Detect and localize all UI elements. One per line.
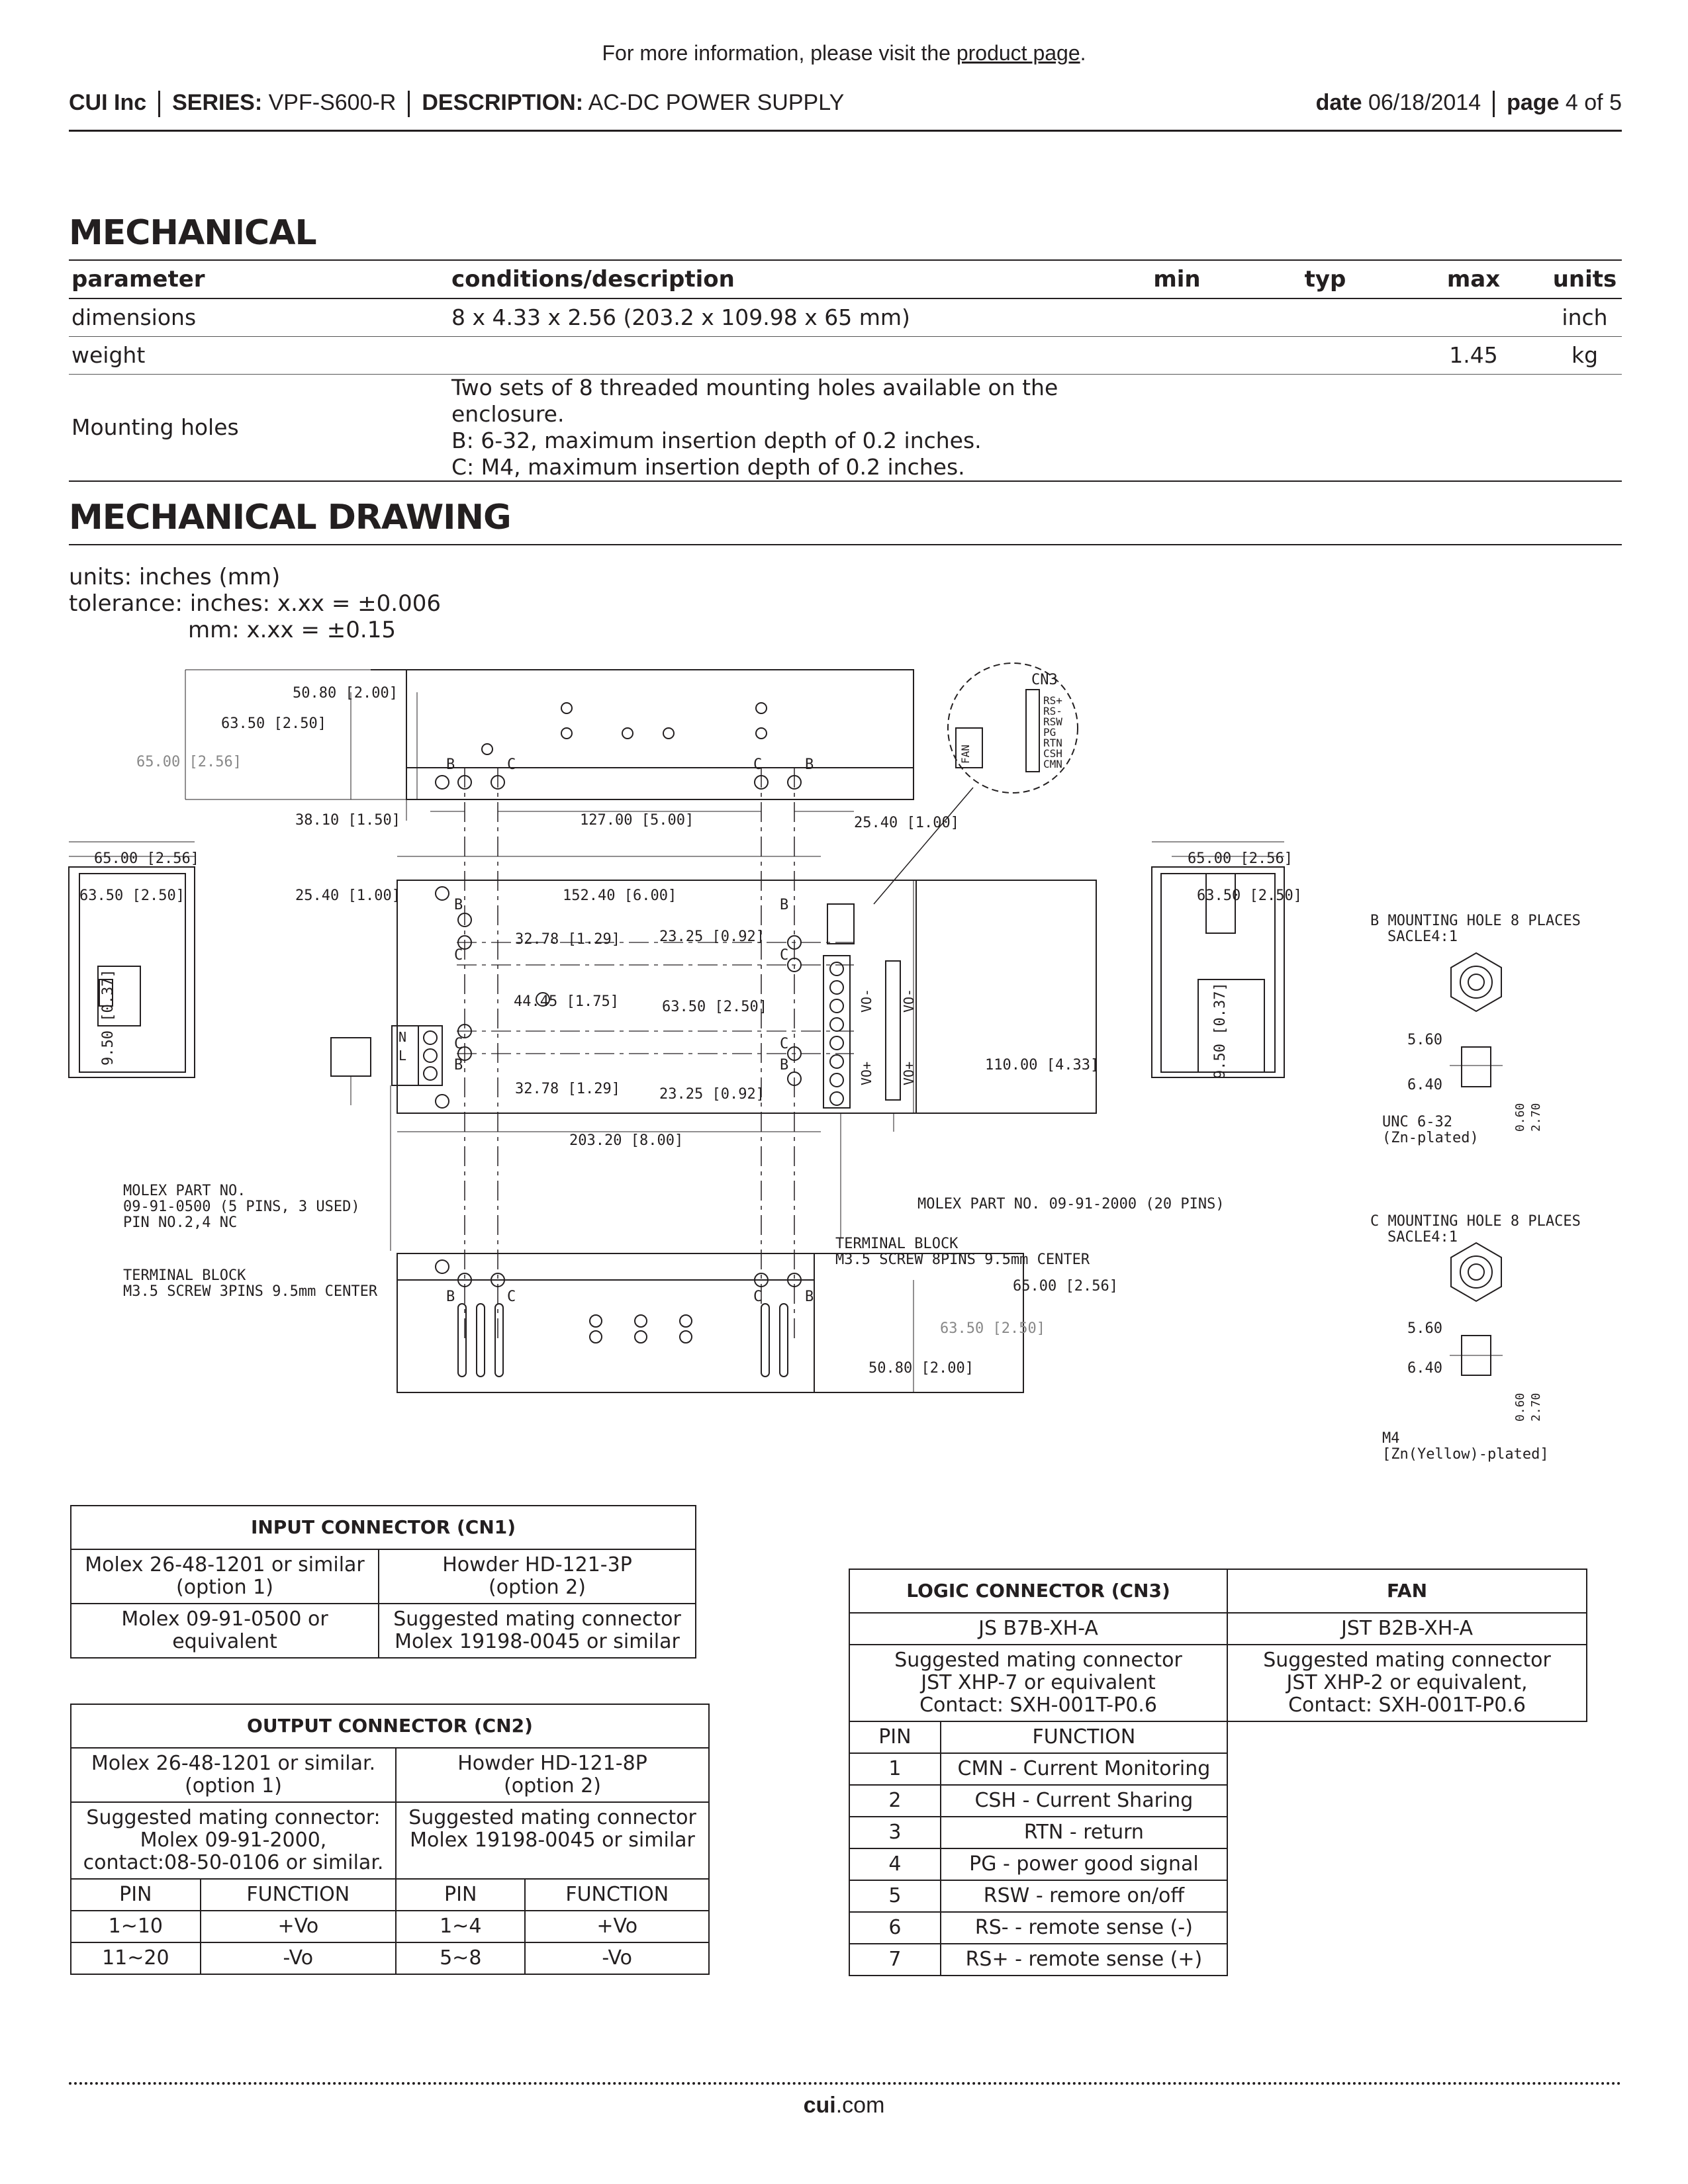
c-hole-title: C MOUNTING HOLE 8 PLACES [1370,1213,1581,1230]
hole-b-label: B [780,1057,789,1073]
empty-cell [1227,1848,1587,1880]
cell-parameter: dimensions [69,298,449,337]
page-value: 4 of 5 [1565,90,1622,115]
empty-cell [1227,1753,1587,1785]
cell-typ [1251,298,1399,337]
dim-label: 110.00 [4.33] [985,1057,1100,1073]
table-cell: JS B7B-XH-A [849,1613,1227,1645]
table-cell: +Vo [201,1911,396,1942]
table-cell: 1 [849,1753,941,1785]
description-value: AC-DC POWER SUPPLY [588,90,845,115]
hole-c-label: C [454,1036,463,1052]
cell-line: Contact: SXH-001T-P0.6 [919,1694,1157,1717]
header-left [69,90,844,117]
dim-label: 9.50 [0.37] [100,969,117,1066]
table-cell: RSW - remore on/off [941,1880,1227,1912]
cell-typ [1251,375,1399,482]
b-dim: 6.40 [1407,1077,1442,1093]
table-cell: JST B2B-XH-A [1227,1613,1587,1645]
terminal-right-note: TERMINAL BLOCK [835,1236,959,1252]
mechanical-drawing [60,655,1635,1476]
mounting-line: B: 6-32, maximum insertion depth of 0.2 inches. [451,428,982,453]
table-cell [1227,1645,1587,1721]
cell-line: equivalent [172,1630,277,1653]
dim-label: 63.50 [2.50] [79,887,185,904]
logic-connector-table [849,1569,1587,1976]
table-row [849,1613,1587,1645]
description-label: DESCRIPTION: [422,90,584,115]
table-cell [396,1802,709,1879]
table-row [849,1645,1587,1721]
table-cell: 2 [849,1785,941,1817]
table-cell: RTN - return [941,1817,1227,1848]
dim-label: 9.50 [0.37] [1212,982,1229,1079]
cell-line: JST XHP-7 or equivalent [921,1671,1156,1694]
table-cell: 1~4 [396,1911,525,1942]
drawing-notes [69,564,441,643]
b-hole-scale: SACLE4:1 [1387,929,1458,945]
company-name: CUI Inc [69,90,147,115]
table-row [849,1944,1587,1976]
cn3-pin-label: PG [1043,726,1056,739]
table-row [69,375,1622,482]
table-row [849,1912,1587,1944]
table-row [849,1817,1587,1848]
table-cell: -Vo [525,1942,709,1974]
output-connector-table [70,1704,710,1975]
cell-line: Molex 26-48-1201 or similar [85,1553,365,1576]
b-thread: (Zn-plated) [1382,1130,1479,1146]
table-row [71,1802,709,1879]
c-thread: M4 [1382,1430,1400,1447]
cell-line: contact:08-50-0106 or similar. [83,1851,384,1874]
dim-label: 50.80 [2.00] [293,685,398,702]
hole-b-label: B [780,897,789,913]
top-view-outline [406,670,914,799]
table-row [69,337,1622,375]
cell-line: Molex 19198-0045 or similar [410,1829,695,1852]
units-note: units: inches (mm) [69,564,281,590]
top-note-suffix: . [1080,41,1086,65]
dim-label: 203.20 [8.00] [569,1132,684,1149]
table-cell: 7 [849,1944,941,1976]
terminal-right-note: M3.5 SCREW 8PINS 9.5mm CENTER [835,1251,1090,1268]
dim-label: 127.00 [5.00] [580,812,694,829]
dim-label: 63.50 [2.50] [221,715,326,732]
series-label: SERIES: [172,90,263,115]
table-row [69,298,1622,337]
dim-label: 25.40 [1.00] [854,815,959,831]
table-cell: CSH - Current Sharing [941,1785,1227,1817]
terminal-left-note: TERMINAL BLOCK [123,1267,246,1284]
function-header: FUNCTION [941,1721,1227,1753]
c-dim: 6.40 [1407,1360,1442,1377]
tolerance-note: tolerance: inches: x.xx = ±0.006 [69,590,441,617]
b-dim: 5.60 [1407,1032,1442,1048]
cell-max [1399,375,1548,482]
dim-label: 38.10 [1.50] [295,812,400,829]
drawing-title: MECHANICAL DRAWING [69,498,511,537]
input-connector-table [70,1505,696,1659]
table-row [71,1911,709,1942]
cell-line: Howder HD-121-8P [457,1752,647,1775]
c-hole-scale: SACLE4:1 [1387,1229,1458,1246]
dim-label: 63.50 [2.50] [940,1320,1045,1337]
cell-line: Suggested mating connector [408,1806,696,1829]
empty-cell [1227,1944,1587,1976]
molex-left-note: PIN NO.2,4 NC [123,1214,238,1231]
table-row [849,1880,1587,1912]
cn3-pin-label: RS- [1043,705,1062,717]
footer-domain: .com [835,2093,885,2118]
cell-line: Molex 19198-0045 or similar [395,1630,680,1653]
divider [69,544,1622,545]
table-cell [71,1604,379,1658]
hole-b-label: B [454,897,463,913]
col-conditions: conditions/description [449,261,1103,298]
series-value: VPF-S600-R [268,90,397,115]
pin-header: PIN [71,1879,201,1911]
cell-line: Suggested mating connector: [86,1806,381,1829]
table-row [849,1721,1587,1753]
function-header: FUNCTION [201,1879,396,1911]
hole-c-label: C [753,1289,763,1305]
cell-line: Suggested mating connector [894,1649,1182,1672]
plan-view-outline [397,880,1096,1113]
dim-label: 44.45 [1.75] [514,993,619,1010]
vo-plus-label: VO+ [859,1061,874,1085]
cell-units [1548,375,1622,482]
pin-header: PIN [849,1721,941,1753]
mounting-line: C: M4, maximum insertion depth of 0.2 inches. [451,454,965,480]
dim-label: 65.00 [2.56] [1188,850,1293,867]
pin-header: PIN [396,1879,525,1911]
top-note [0,41,1688,66]
cn3-pin-label: RSW [1043,715,1062,728]
table-cell [379,1549,696,1604]
cell-line: Molex 09-91-2000, [140,1829,327,1852]
empty-cell [1227,1912,1587,1944]
cell-line: Contact: SXH-001T-P0.6 [1288,1694,1526,1717]
terminal-l-label: L [399,1048,407,1064]
c-dim: 5.60 [1407,1320,1442,1337]
table-cell: 6 [849,1912,941,1944]
vo-minus-label: VO- [901,988,917,1013]
cell-min [1103,375,1251,482]
cell-parameter: Mounting holes [69,375,449,482]
footer-divider [69,2082,1622,2085]
dim-label: 50.80 [2.00] [868,1360,974,1377]
mounting-line: Two sets of 8 threaded mounting holes available on the enclosure. [451,375,1058,427]
cn3-pin-label: CSH [1043,747,1062,760]
col-max: max [1399,261,1548,298]
cn3-pin-label: CMN [1043,758,1062,770]
footer-brand: cui [803,2093,836,2118]
page-label: page [1507,90,1560,115]
cell-line: Howder HD-121-3P [442,1553,632,1576]
dim-label: 65.00 [2.56] [136,754,242,770]
date-label: date [1315,90,1362,115]
table-row [849,1848,1587,1880]
table-cell: 3 [849,1817,941,1848]
table-cell: PG - power good signal [941,1848,1227,1880]
hole-c-label: C [507,756,516,773]
footer [0,2093,1688,2118]
table-cell [71,1549,379,1604]
empty-cell [1227,1817,1587,1848]
vo-plus-label: VO+ [901,1061,917,1085]
cell-line: (option 1) [185,1774,282,1797]
table-title: LOGIC CONNECTOR (CN3) [849,1569,1227,1613]
cell-min [1103,337,1251,375]
cell-units: inch [1548,298,1622,337]
hole-c-label: C [507,1289,516,1305]
date-value: 06/18/2014 [1368,90,1481,115]
empty-cell [1227,1880,1587,1912]
terminal-n-label: N [399,1029,407,1045]
table-header-row [69,261,1622,298]
table-cell [849,1645,1227,1721]
table-row [71,1942,709,1974]
empty-cell [1227,1721,1587,1753]
table-cell [71,1802,396,1879]
dim-label: 32.78 [1.29] [515,1081,620,1097]
cell-max [1399,298,1548,337]
hole-b-label: B [446,756,455,773]
table-title: INPUT CONNECTOR (CN1) [71,1506,696,1549]
dim-label: 152.40 [6.00] [563,887,677,904]
cell-typ [1251,337,1399,375]
col-units: units [1548,261,1622,298]
dim-label: 65.00 [2.56] [94,850,199,867]
c-thread: [Zn(Yellow)-plated] [1382,1446,1549,1463]
cell-units: kg [1548,337,1622,375]
hole-b-label: B [454,1057,463,1073]
function-header: FUNCTION [525,1879,709,1911]
hole-b-label: B [446,1289,455,1305]
fan-title: FAN [1227,1569,1587,1613]
col-min: min [1103,261,1251,298]
fan-label: FAN [959,745,972,764]
vo-minus-label: VO- [859,988,874,1013]
cell-max: 1.45 [1399,337,1548,375]
hole-c-label: C [454,947,463,964]
header-right [1316,90,1622,117]
table-row [71,1879,709,1911]
cell-line: (option 2) [504,1774,601,1797]
table-cell: CMN - Current Monitoring [941,1753,1227,1785]
hole-c-label: C [780,947,789,964]
cell-line: (option 2) [489,1576,586,1599]
cell-conditions [449,337,1103,375]
table-cell: RS- - remote sense (-) [941,1912,1227,1944]
table-row [849,1753,1587,1785]
table-cell: 4 [849,1848,941,1880]
table-row [71,1604,696,1658]
cell-conditions: 8 x 4.33 x 2.56 (203.2 x 109.98 x 65 mm) [449,298,1103,337]
table-row [71,1549,696,1604]
table-cell: 5 [849,1880,941,1912]
col-typ: typ [1251,261,1399,298]
cell-line: (option 1) [176,1576,273,1599]
dim-label: 23.25 [0.92] [659,1086,765,1103]
col-parameter: parameter [69,261,449,298]
table-cell: +Vo [525,1911,709,1942]
b-dim: 2.70 [1529,1103,1543,1132]
hole-b-label: B [805,1289,814,1305]
dim-label: 23.25 [0.92] [659,929,765,945]
dim-label: 63.50 [2.50] [662,999,767,1015]
mechanical-table [69,261,1622,482]
table-row [71,1748,709,1802]
cell-line: JST XHP-2 or equivalent, [1286,1671,1528,1694]
hole-c-label: C [753,756,763,773]
mechanical-title: MECHANICAL [69,213,316,253]
b-dim: 0.60 [1513,1103,1527,1132]
cn3-pin-label: RS+ [1043,694,1062,707]
cell-min [1103,298,1251,337]
product-page-link[interactable]: product page [956,41,1080,65]
table-cell: RS+ - remote sense (+) [941,1944,1227,1976]
table-cell: -Vo [201,1942,396,1974]
table-cell [396,1748,709,1802]
molex-left-note: MOLEX PART NO. [123,1183,246,1199]
cell-line: Suggested mating connector [393,1608,681,1631]
b-thread: UNC 6-32 [1382,1114,1452,1130]
cell-line: Molex 26-48-1201 or similar. [91,1752,376,1775]
top-note-text: For more information, please visit the [602,41,951,65]
c-dim: 2.70 [1529,1392,1543,1422]
dim-label: 63.50 [2.50] [1197,887,1302,904]
cell-parameter: weight [69,337,449,375]
hole-c-label: C [780,1036,789,1052]
empty-cell [1227,1785,1587,1817]
dim-label: 65.00 [2.56] [1013,1278,1118,1295]
table-row [849,1785,1587,1817]
molex-left-note: 09-91-0500 (5 PINS, 3 USED) [123,1199,360,1215]
molex-right-note: MOLEX PART NO. 09-91-2000 (20 PINS) [917,1196,1225,1212]
b-hole-title: B MOUNTING HOLE 8 PLACES [1370,913,1581,929]
table-cell [379,1604,696,1658]
dim-label: 25.40 [1.00] [295,887,400,904]
dim-label: 32.78 [1.29] [515,931,620,948]
table-cell [71,1748,396,1802]
hole-b-label: B [805,756,814,773]
cn3-label: CN3 [1031,672,1058,688]
table-title: OUTPUT CONNECTOR (CN2) [71,1704,709,1748]
cell-line: Molex 09-91-0500 or [121,1608,328,1631]
cell-conditions [449,375,1103,482]
cn3-pin-label: RTN [1043,737,1062,749]
tolerance-mm-note: mm: x.xx = ±0.15 [188,617,396,643]
cell-line: Suggested mating connector [1263,1649,1551,1672]
table-cell: 11~20 [71,1942,201,1974]
c-dim: 0.60 [1513,1392,1527,1422]
terminal-left-note: M3.5 SCREW 3PINS 9.5mm CENTER [123,1283,378,1300]
table-cell: 5~8 [396,1942,525,1974]
table-cell: 1~10 [71,1911,201,1942]
page-header [69,86,1622,132]
